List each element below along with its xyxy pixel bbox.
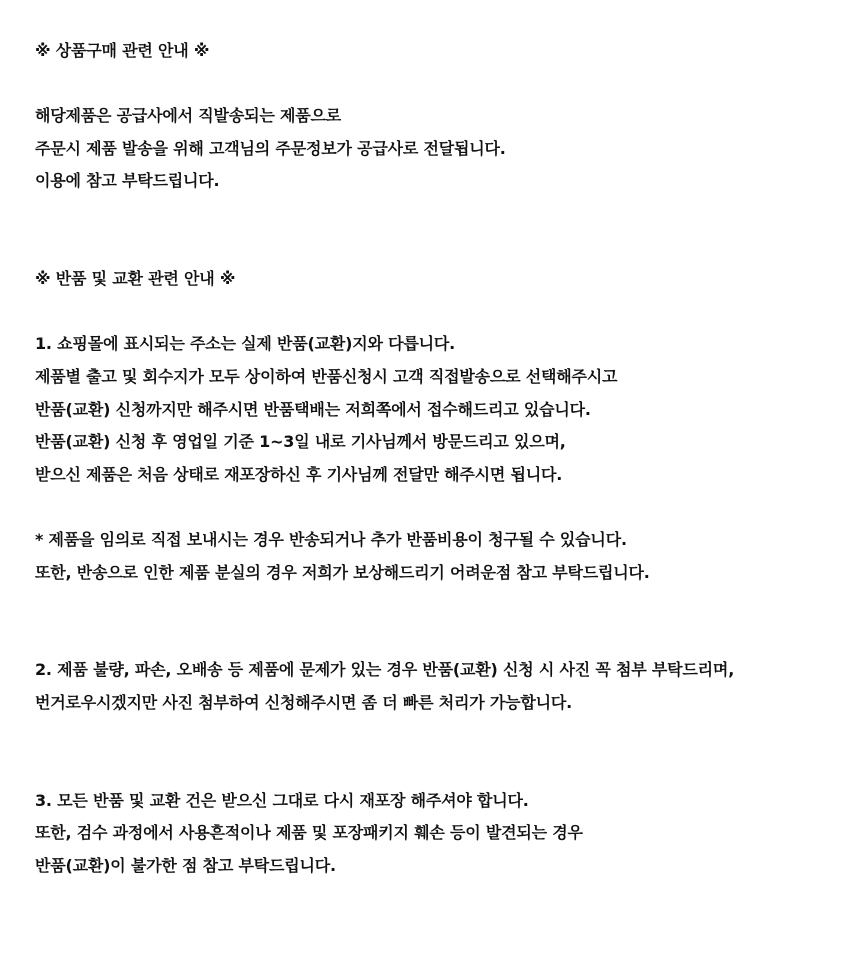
returns-item-3-line: 3. 모든 반품 및 교환 건은 받으신 그대로 다시 재포장 해주셔야 합니다. <box>35 790 529 810</box>
spacer <box>35 594 835 659</box>
returns-warning-line: 또한, 반송으로 인한 제품 분실의 경우 저희가 보상해드리기 어려운점 참고 부탁드립니다. <box>35 562 650 582</box>
purchase-notice-line: 주문시 제품 발송을 위해 고객님의 주문정보가 공급사로 전달됩니다. <box>35 138 506 158</box>
spacer <box>35 73 835 106</box>
returns-item-3-line: 반품(교환)이 불가한 점 참고 부탁드립니다. <box>35 855 336 875</box>
returns-item-1-line: 반품(교환) 신청 후 영업일 기준 1~3일 내로 기사님께서 방문드리고 있으며, <box>35 432 566 452</box>
spacer <box>35 496 835 529</box>
returns-item-1-line: 받으신 제품은 처음 상태로 재포장하신 후 기사님께 전달만 해주시면 됩니다. <box>35 464 563 484</box>
purchase-notice-line: 해당제품은 공급사에서 직발송되는 제품으로 <box>35 106 341 126</box>
purchase-notice-line: 이용에 참고 부탁드립니다. <box>35 171 220 191</box>
returns-item-1-line: 1. 쇼핑몰에 표시되는 주소는 실제 반품(교환)지와 다릅니다. <box>35 334 456 354</box>
returns-notice-heading: ※ 반품 및 교환 관련 안내 ※ <box>35 269 236 289</box>
returns-item-2-line: 2. 제품 불량, 파손, 오배송 등 제품에 문제가 있는 경우 반품(교환) 신청 시 사진 꼭 첨부 부탁드리며, <box>35 660 735 680</box>
spacer <box>35 724 835 789</box>
returns-item-2-line: 번거로우시겠지만 사진 첨부하여 신청해주시면 좀 더 빠른 처리가 가능합니다. <box>35 692 573 712</box>
spacer <box>35 203 835 268</box>
spacer <box>35 301 835 334</box>
notice-document <box>35 40 835 887</box>
returns-item-3-line: 또한, 검수 과정에서 사용흔적이나 제품 및 포장패키지 훼손 등이 발견되는 경우 <box>35 823 583 843</box>
returns-warning-line: * 제품을 임의로 직접 보내시는 경우 반송되거나 추가 반품비용이 청구될 수 있습니다. <box>35 529 627 549</box>
returns-item-1-line: 반품(교환) 신청까지만 해주시면 반품택배는 저희쪽에서 접수해드리고 있습니다. <box>35 399 591 419</box>
returns-item-1-line: 제품별 출고 및 회수지가 모두 상이하여 반품신청시 고객 직접발송으로 선택해주시고 <box>35 366 618 386</box>
purchase-notice-heading: ※ 상품구매 관련 안내 ※ <box>35 41 210 60</box>
